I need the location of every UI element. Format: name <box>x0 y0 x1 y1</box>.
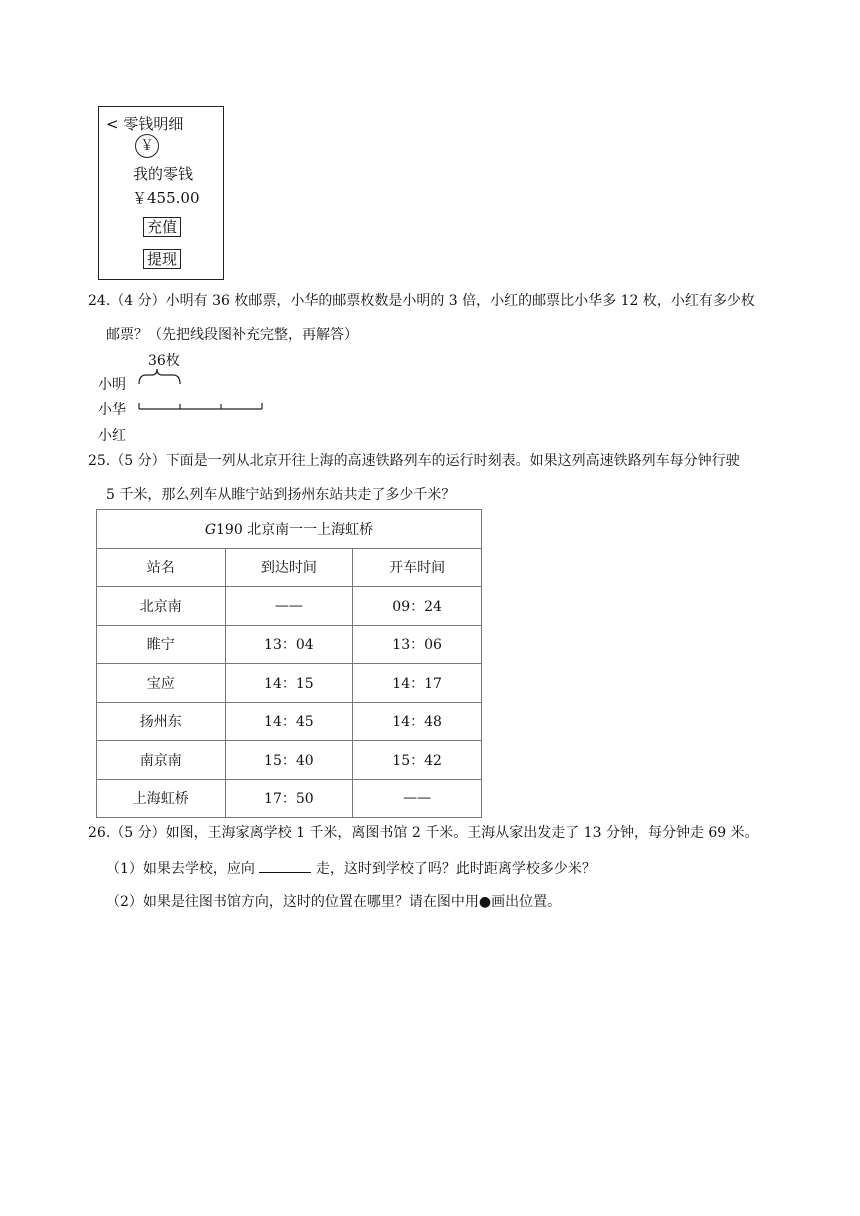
wallet-card <box>98 106 224 280</box>
arrival-cell: 13：04 <box>225 625 353 664</box>
table-row <box>97 741 482 780</box>
station-cell: 宝应 <box>97 664 226 703</box>
timetable-title: G190 北京南一一上海虹桥 <box>97 510 482 549</box>
recharge-button: 充值 <box>143 217 181 237</box>
q26-sub1 <box>106 858 596 879</box>
departure-cell: 15：42 <box>353 741 482 780</box>
q24-line2: 邮票？（先把线段图补充完整，再解答） <box>106 327 358 343</box>
arrival-cell: 14：15 <box>225 664 353 703</box>
departure-cell: 09：24 <box>353 587 482 626</box>
yen-icon: ￥ <box>135 134 159 158</box>
table-row <box>97 587 482 626</box>
header-arrival: 到达时间 <box>225 548 353 587</box>
label-xiaoming: 小明 <box>98 377 126 393</box>
departure-cell: 14：17 <box>353 664 482 703</box>
q26-sub1-prefix: （1）如果去学校，应向 <box>106 861 255 877</box>
segment-diagram <box>96 350 266 442</box>
arrival-cell: 17：50 <box>225 779 353 818</box>
header-departure: 开车时间 <box>353 548 482 587</box>
q24-line1: 24.（4 分）小明有 36 枚邮票，小华的邮票枚数是小明的 3 倍，小红的邮票比小华多 12 枚，小红有多少枚 <box>88 293 755 309</box>
table-row <box>97 625 482 664</box>
table-row <box>97 779 482 818</box>
wallet-title: 我的零钱 <box>133 165 194 183</box>
table-header-row <box>97 548 482 587</box>
label-xiaohong: 小红 <box>98 428 126 444</box>
wallet-amount: ￥455.00 <box>132 189 200 207</box>
brace-label: 36枚 <box>148 353 180 369</box>
departure-cell: 14：48 <box>353 702 482 741</box>
table-row <box>97 664 482 703</box>
table-row <box>97 702 482 741</box>
station-cell: 南京南 <box>97 741 226 780</box>
station-cell: 上海虹桥 <box>97 779 226 818</box>
station-cell: 睢宁 <box>97 625 226 664</box>
arrival-cell: 14：45 <box>225 702 353 741</box>
arrival-cell: —— <box>225 587 353 626</box>
departure-cell: —— <box>353 779 482 818</box>
header-station: 站名 <box>97 548 226 587</box>
q25-line2: 5 千米，那么列车从睢宁站到扬州东站共走了多少千米？ <box>106 487 456 503</box>
departure-cell: 13：06 <box>353 625 482 664</box>
q26-sub2: （2）如果是往图书馆方向，这时的位置在哪里？请在图中用●画出位置。 <box>106 894 562 910</box>
wallet-back-link: < 零钱明细 <box>106 115 184 133</box>
q26-line1: 26.（5 分）如图，王海家离学校 1 千米，离图书馆 2 千米。王海从家出发走了 13 分钟，每分钟走 69 米。 <box>88 825 759 841</box>
q25-line1: 25.（5 分）下面是一列从北京开往上海的高速铁路列车的运行时刻表。如果这列高速铁路列车每分钟行驶 <box>88 453 740 469</box>
withdraw-button: 提现 <box>143 249 181 269</box>
arrival-cell: 15：40 <box>225 741 353 780</box>
label-xiaohua: 小华 <box>98 402 126 418</box>
station-cell: 扬州东 <box>97 702 226 741</box>
answer-blank[interactable] <box>259 858 311 873</box>
q26-sub1-suffix: 走，这时到学校了吗？此时距离学校多少米？ <box>315 861 596 877</box>
timetable <box>96 509 482 818</box>
station-cell: 北京南 <box>97 587 226 626</box>
